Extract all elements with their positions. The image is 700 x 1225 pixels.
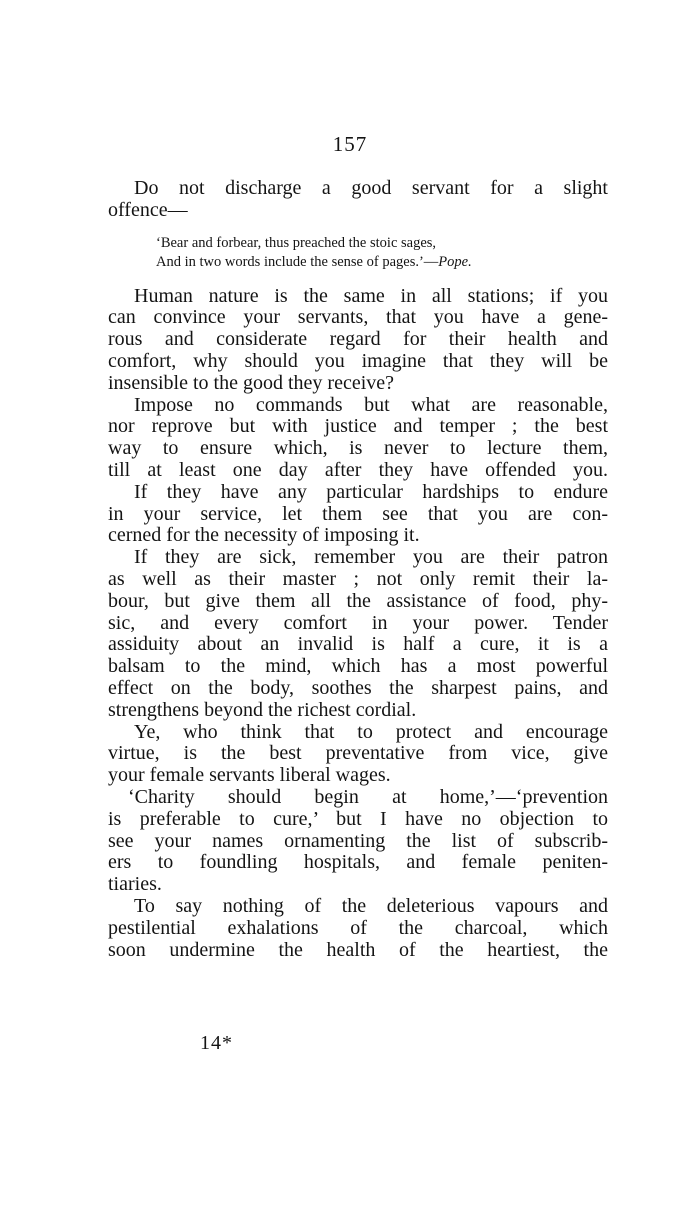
text-line: bour, but give them all the assistance of food, phy-: [108, 589, 608, 612]
text-line: ‘Charity should begin at home,’—‘prevention: [128, 785, 608, 808]
text-line: soon undermine the health of the heartiest, the: [108, 938, 608, 961]
text-line: comfort, why should you imagine that they will be: [108, 349, 608, 372]
paragraph-impose: [108, 395, 608, 482]
signature-mark: 14*: [200, 1032, 233, 1054]
text-line: nor reprove but with justice and temper ; the best: [108, 415, 608, 438]
text-line: ers to foundling hospitals, and female peniten-: [108, 851, 608, 874]
text-line: strengthens beyond the richest cordial.: [108, 698, 417, 721]
quote-line: ‘Bear and forbear, thus preached the stoic sages,: [156, 234, 437, 251]
text-line: Ye, who think that to protect and encourage: [134, 720, 608, 743]
paragraph-hardships: [108, 482, 608, 547]
paragraph-human-nature: [108, 286, 608, 395]
text-line: in your service, let them see that you are con-: [108, 502, 608, 525]
opening-paragraph: [108, 178, 608, 222]
text-line: your female servants liberal wages.: [108, 764, 391, 787]
text-line: cerned for the necessity of imposing it.: [108, 524, 420, 547]
text-line: To say nothing of the deleterious vapours and: [134, 894, 608, 917]
text-line: way to ensure which, is never to lecture them,: [108, 437, 608, 460]
text-line: see your names ornamenting the list of subscrib-: [108, 829, 608, 852]
text-line: can convince your servants, that you have a gene-: [108, 306, 608, 329]
paragraph-vapours: [108, 896, 608, 961]
text-line: Impose no commands but what are reasonable,: [134, 393, 608, 416]
text-line: Do not discharge a good servant for a slight: [134, 177, 608, 199]
text-line: is preferable to cure,’ but I have no objection to: [108, 807, 608, 830]
text-line: pestilential exhalations of the charcoal, which: [108, 916, 608, 939]
page-number: 157: [332, 132, 368, 156]
paragraph-virtue: [108, 722, 608, 787]
text-line: till at least one day after they have offended you.: [108, 458, 608, 481]
text-line: as well as their master ; not only remit their la-: [108, 567, 608, 590]
text-line: effect on the body, soothes the sharpest pains, and: [108, 676, 608, 699]
text-line: tiaries.: [108, 873, 162, 896]
text-line: sic, and every comfort in your power. Tender: [108, 611, 608, 634]
quote-author: Pope.: [438, 253, 472, 270]
text-line: virtue, is the best preventative from vice, give: [108, 742, 608, 765]
text-line: balsam to the mind, which has a most powerful: [108, 655, 608, 678]
paragraph-sick: [108, 547, 608, 721]
text-line: Human nature is the same in all stations; if you: [134, 284, 608, 307]
text-line: If they have any particular hardships to endure: [134, 480, 608, 503]
text-line: insensible to the good they receive?: [108, 371, 395, 394]
text-line: If they are sick, remember you are their patron: [134, 546, 608, 569]
quote-line: [156, 253, 566, 272]
text-line: assiduity about an invalid is half a cure, it is a: [108, 633, 608, 656]
text-line: rous and considerate regard for their health and: [108, 328, 608, 351]
page-body: [108, 178, 608, 961]
text-line: offence—: [108, 198, 188, 221]
paragraph-charity: [108, 787, 608, 896]
quote-line-text: And in two words include the sense of pages.’—: [156, 253, 439, 270]
verse-quotation: [156, 234, 566, 272]
